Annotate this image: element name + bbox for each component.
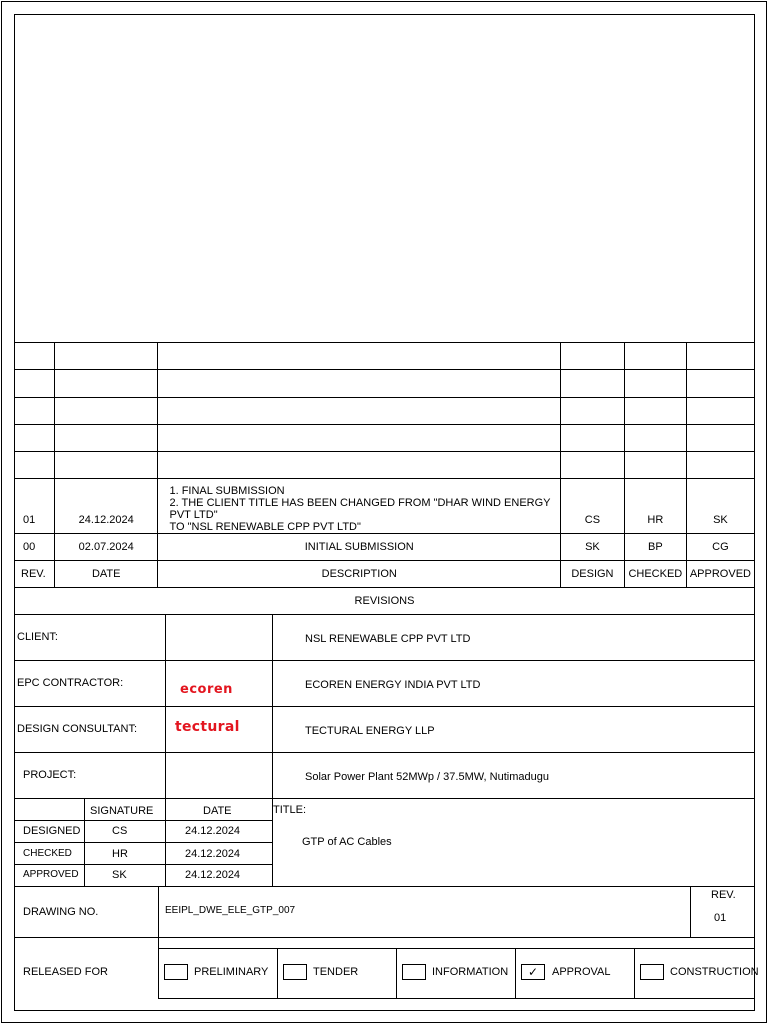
rev-header: REV.	[15, 561, 55, 588]
checked-cell: HR	[624, 479, 686, 534]
consultant-name: TECTURAL ENERGY LLP	[305, 725, 435, 737]
table-row	[15, 343, 755, 370]
description-cell: INITIAL SUBMISSION	[158, 534, 561, 561]
revision-header-row	[15, 561, 755, 588]
checked-cell: BP	[624, 534, 686, 561]
construction-label: CONSTRUCTION	[670, 966, 759, 978]
rev-number: 01	[714, 912, 727, 924]
date-header: DATE	[203, 805, 232, 817]
client-label: CLIENT:	[17, 631, 58, 643]
revision-row-01	[15, 479, 755, 534]
epc-name: ECOREN ENERGY INDIA PVT LTD	[305, 679, 481, 691]
title-label: TITLE:	[273, 804, 307, 816]
approved-header: APPROVED	[686, 561, 754, 588]
preliminary-label: PRELIMINARY	[194, 966, 269, 978]
checked-header: CHECKED	[624, 561, 686, 588]
consultant-label: DESIGN CONSULTANT:	[17, 723, 137, 735]
design-cell: SK	[561, 534, 625, 561]
tender-checkbox[interactable]	[283, 964, 307, 980]
drawing-no-label: DRAWING NO.	[23, 906, 99, 918]
epc-label: EPC CONTRACTOR:	[17, 677, 124, 689]
approved-label: APPROVED	[23, 869, 79, 880]
table-row	[15, 370, 755, 398]
design-header: DESIGN	[561, 561, 625, 588]
table-row	[15, 452, 755, 479]
approved-date: 24.12.2024	[185, 869, 241, 881]
ecoren-logo: ecoren	[180, 682, 233, 697]
released-for-label: RELEASED FOR	[23, 966, 108, 978]
revision-row-00	[15, 534, 755, 561]
approval-label: APPROVAL	[552, 966, 611, 978]
designed-date: 24.12.2024	[185, 825, 241, 837]
approved-cell: CG	[686, 534, 754, 561]
description-line: TO "NSL RENEWABLE CPP PVT LTD"	[169, 521, 361, 533]
checked-label: CHECKED	[23, 848, 72, 859]
date-cell: 02.07.2024	[54, 534, 158, 561]
checkmark-icon: ✓	[527, 965, 539, 979]
client-name: NSL RENEWABLE CPP PVT LTD	[305, 633, 471, 645]
tender-label: TENDER	[313, 966, 359, 978]
signature-header: SIGNATURE	[90, 805, 154, 817]
date-cell: 24.12.2024	[54, 479, 158, 534]
revision-table	[14, 342, 755, 615]
approved-cell: SK	[686, 479, 754, 534]
rev-cell: 01	[15, 479, 55, 534]
information-checkbox[interactable]	[402, 964, 426, 980]
revisions-title-row	[15, 588, 755, 615]
project-name: Solar Power Plant 52MWp / 37.5MW, Nutimadugu	[305, 771, 549, 783]
approval-checkbox[interactable]	[521, 964, 545, 980]
tectural-logo: tectural	[175, 719, 240, 735]
drawing-title: GTP of AC Cables	[302, 836, 392, 848]
construction-checkbox[interactable]	[640, 964, 664, 980]
rev-cell: 00	[15, 534, 55, 561]
preliminary-checkbox[interactable]	[164, 964, 188, 980]
checked-sig: HR	[112, 848, 128, 860]
checked-date: 24.12.2024	[185, 848, 241, 860]
revisions-title: REVISIONS	[15, 588, 755, 615]
date-header: DATE	[54, 561, 158, 588]
description-cell	[158, 479, 561, 534]
drawing-no: EEIPL_DWE_ELE_GTP_007	[165, 905, 296, 916]
designed-label: DESIGNED	[23, 825, 81, 837]
design-cell: CS	[561, 479, 625, 534]
rev-label: REV.	[711, 889, 736, 901]
project-label: PROJECT:	[23, 769, 77, 781]
description-line: 2. THE CLIENT TITLE HAS BEEN CHANGED FROM "DHAR WIND ENERGY PVT LTD"	[169, 497, 551, 521]
description-line: 1. FINAL SUBMISSION	[169, 485, 285, 497]
approved-sig: SK	[112, 869, 127, 881]
information-label: INFORMATION	[432, 966, 509, 978]
table-row	[15, 425, 755, 452]
designed-sig: CS	[112, 825, 128, 837]
description-header: DESCRIPTION	[158, 561, 561, 588]
table-row	[15, 398, 755, 425]
